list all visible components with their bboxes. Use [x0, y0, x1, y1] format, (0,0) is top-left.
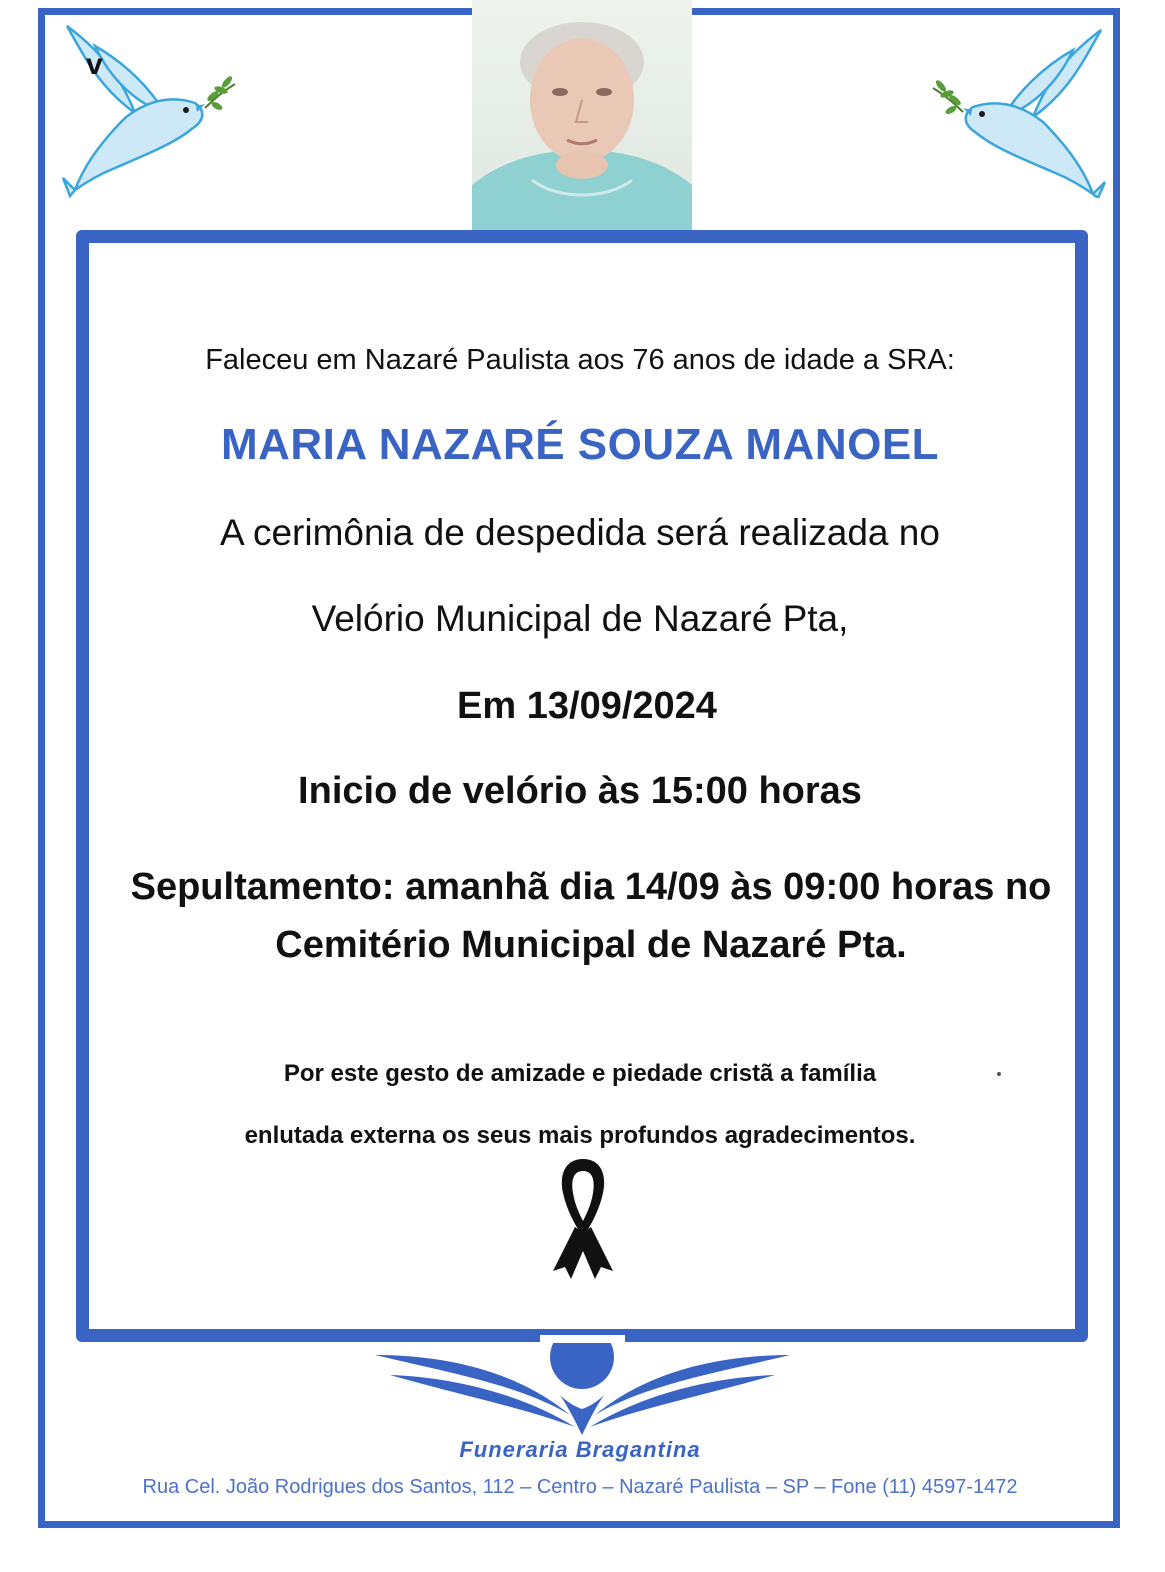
deceased-portrait-photo — [472, 0, 692, 233]
funeral-home-name: Funeraria Bragantina — [459, 1437, 701, 1462]
scan-speck — [997, 1072, 1001, 1076]
mourning-ribbon-icon — [545, 1153, 621, 1281]
burial-details: Sepultamento: amanhã dia 14/09 às 09:00 horas no Cemitério Municipal de Nazaré Pta. — [130, 866, 1052, 966]
ceremony-date: Em 13/09/2024 — [457, 685, 717, 727]
thanks-line-1: Por este gesto de amizade e piedade cristã a família — [283, 1060, 877, 1087]
corner-mark: v — [86, 48, 103, 81]
thanks-line-2: enlutada externa os seus mais profundos agradecimentos. — [244, 1122, 916, 1149]
wake-start-time: Inicio de velório às 15:00 horas — [298, 770, 862, 812]
deceased-name: MARIA NAZARÉ SOUZA MANOEL — [220, 420, 940, 469]
dove-left-icon — [55, 18, 240, 198]
funeral-home-logo — [370, 1335, 795, 1440]
ceremony-line-1: A cerimônia de despedida será realizada no — [220, 512, 940, 553]
death-announcement-intro: Faleceu em Nazaré Paulista aos 76 anos de idade a SRA: — [205, 344, 955, 376]
ceremony-venue: Velório Municipal de Nazaré Pta, — [311, 598, 849, 639]
funeral-home-address: Rua Cel. João Rodrigues dos Santos, 112 – Centro – Nazaré Paulista – SP – Fone (11) 4597-1472 — [142, 1476, 1018, 1498]
dove-right-icon — [928, 22, 1113, 198]
